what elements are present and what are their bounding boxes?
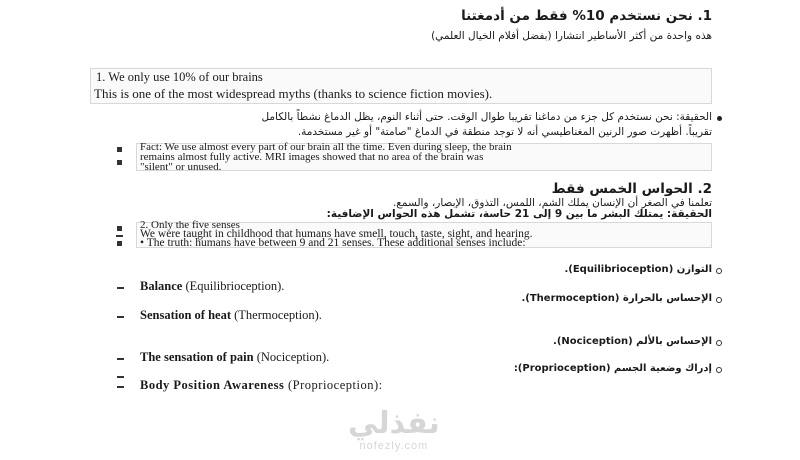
sense-4-ar: إدراك وضعية الجسم (Proprioception): (513, 363, 712, 374)
sense-3-en-rest: (Nociception). (253, 350, 330, 364)
fact-bullet (717, 116, 722, 121)
section1-heading-en: 1. We only use 10% of our brains (96, 70, 263, 84)
sense-1-en-bold: Balance (140, 279, 183, 293)
watermark-ar: نفذلي (348, 406, 440, 441)
sense-2-en-bold: Sensation of heat (140, 308, 231, 322)
sense-dash-4a (117, 376, 124, 378)
section2-square-bullet-2 (117, 241, 122, 246)
section2-en-line1: 2. Only the five senses (140, 219, 240, 231)
sense-1-en (140, 279, 284, 294)
sense-4-en-bold: Body Position Awareness (140, 378, 285, 392)
fact-en-line2: remains almost fully active. MRI images showed that no area of the brain was (140, 151, 484, 163)
sense-circle-bullet-1 (716, 268, 722, 274)
section1-heading-ar: 1. نحن نستخدم 10% فقط من أدمغتنا (461, 8, 712, 24)
fact-square-bullet-2 (117, 160, 122, 165)
sense-4-en (140, 378, 383, 393)
sense-2-ar: الإحساس بالحرارة (Thermoception). (521, 293, 712, 304)
sense-1-ar: التوازن (Equilibrioception). (564, 264, 712, 275)
section2-en-line3: • The truth: humans have between 9 and 21 senses. These additional senses include: (140, 237, 526, 249)
sense-circle-bullet-2 (716, 297, 722, 303)
fact-ar-line2: تقريباً. أظهرت صور الرنين المغناطيسي أنه لا توجد منطقة في الدماغ "صامتة" أو غير مستخدمة. (297, 126, 712, 138)
fact-en-line1: Fact: We use almost every part of our brain all the time. Even during sleep, the brain (140, 141, 512, 153)
section2-square-bullet-1 (117, 226, 122, 231)
sense-3-en (140, 350, 329, 365)
fact-en-line3: "silent" or unused. (140, 161, 222, 173)
watermark-logo (348, 408, 440, 452)
sense-dash-3 (117, 358, 124, 360)
section2-truth-ar: الحقيقة: يمتلك البشر ما بين 9 إلى 21 حاسة، تشمل هذه الحواس الإضافية: (326, 208, 712, 220)
sense-dash-2 (117, 316, 124, 318)
section2-heading-ar: 2. الحواس الخمس فقط (551, 181, 712, 197)
fact-ar-line1: الحقيقة: نحن نستخدم كل جزء من دماغنا تقريبا طوال الوقت. حتى أثناء النوم، يظل الدماغ نشطاً بالكامل (261, 111, 712, 123)
section2-dash-bullet (116, 235, 123, 237)
sense-3-ar: الإحساس بالألم (Nociception). (553, 336, 712, 347)
sense-circle-bullet-4 (716, 367, 722, 373)
section1-sub-ar: هذه واحدة من أكثر الأساطير انتشارا (بفضل أفلام الخيال العلمي) (431, 30, 712, 42)
sense-circle-bullet-3 (716, 340, 722, 346)
section2-en-line2: We were taught in childhood that humans have smell, touch, taste, sight, and hearing. (140, 228, 533, 240)
sense-4-en-rest: (Proprioception): (284, 378, 383, 392)
sense-2-en (140, 308, 322, 323)
sense-dash-1 (117, 287, 124, 289)
section2-sub-ar: تعلمنا في الصغر أن الإنسان يملك الشم، اللمس، التذوق، الإبصار، والسمع. (392, 197, 712, 209)
fact-square-bullet (117, 147, 122, 152)
sense-dash-4b (117, 386, 124, 388)
section1-sub-en: This is one of the most widespread myths (thanks to science fiction movies). (94, 86, 493, 101)
sense-2-en-rest: (Thermoception). (230, 308, 322, 322)
sense-1-en-rest: (Equilibrioception). (182, 279, 285, 293)
sense-3-en-bold: The sensation of pain (140, 350, 254, 364)
watermark-en: nofezly.com (359, 440, 429, 452)
